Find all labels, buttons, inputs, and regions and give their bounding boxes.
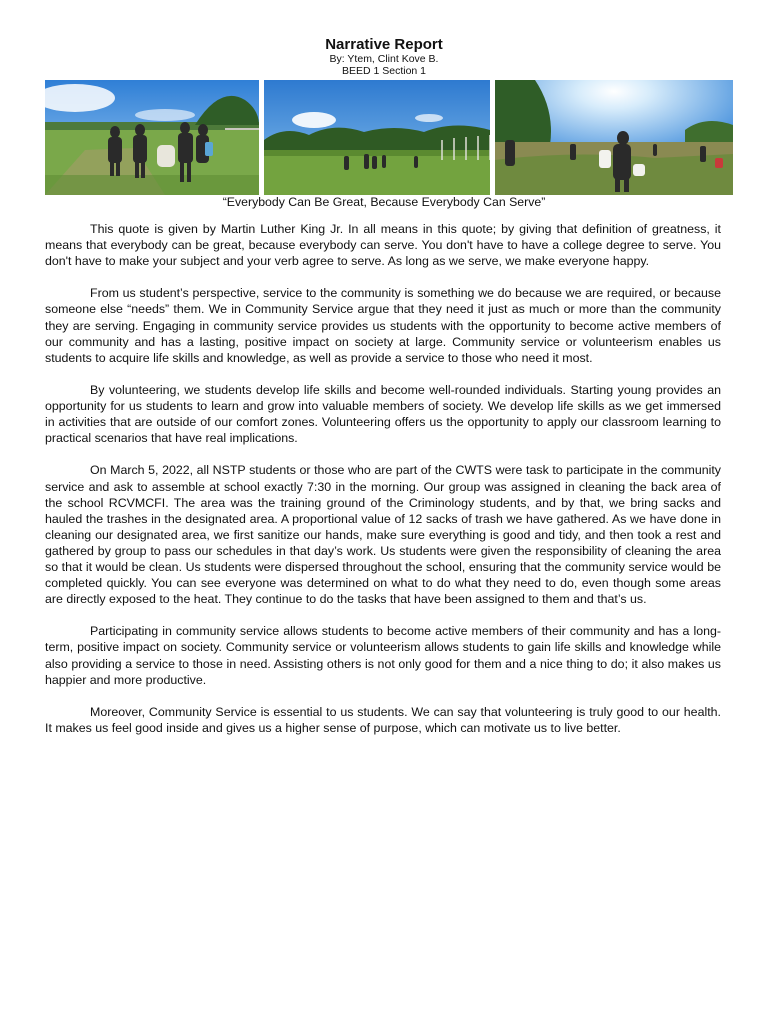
report-body xyxy=(45,221,721,752)
photo-students-walking-field xyxy=(45,80,259,195)
paragraph: This quote is given by Martin Luther King Jr. In all means in this quote; by giving that definition of greatness, it means that everybody can be great, because everybody can serve. You don't have to have a college degree to serve. You don't have to make your subject and your verb agree to serve. As long as we serve, we make everyone happy. xyxy=(45,222,721,269)
paragraph: By volunteering, we students develop life skills and become well-rounded individuals. Starting young provides an opportunity for us students to learn and grow into valuable members of society. We develop life skills as we get immersed in activities that are outside of our comfort zones. Volunteering offers us the opportunity to apply our classroom learning to practical scenarios that have real implications. xyxy=(45,382,721,446)
photo-students-cleaning-area xyxy=(495,80,733,195)
paragraph: Participating in community service allows students to become active members of their community and has a long-term, positive impact on society. Community service or volunteerism allows students to gain life skills and knowledge while also providing a service to those in need. Assisting others is not only good for them and a nice thing to do; it also makes us happier and more productive. xyxy=(45,624,721,687)
section-line: BEED 1 Section 1 xyxy=(341,65,427,77)
photo-students-open-field xyxy=(264,80,490,195)
photo-strip xyxy=(45,80,733,195)
author-line: By: Ytem, Clint Kove B. xyxy=(329,53,439,65)
paragraph: Moreover, Community Service is essential to us students. We can say that volunteering is truly good to our health. It makes us feel good inside and gives us a higher sense of purpose, which can motivate us to live better. xyxy=(45,704,721,735)
paragraph: On March 5, 2022, all NSTP students or those who are part of the CWTS were task to participate in the community service and ask to assemble at school exactly 7:30 in the morning. Our group was assigned in cleaning the back area of the school RCVMCFI. The area was the training ground of the Criminology students, and by that, we bring sacks and hauled the trashes in the designated area. A proportional value of 12 sacks of trash we have gathered. As we have done in cleaning our designated area, we first sanitize our hands, make sure everything is good and tidy, and then took a rest and gathered by group to pass our schedules in that day’s work. Us students were given the responsibility of cleaning the area so that it would be clean. Us students were dispersed throughout the school, ensuring that the community service would be completed quickly. You can see everyone was determined on what to do what they need to do, even though some areas are directly exposed to the heat. They continue to do the tasks that have been assigned to them and that’s us. xyxy=(45,463,721,607)
report-title: Narrative Report xyxy=(325,36,443,53)
paragraph: From us student’s perspective, service to the community is something we do because we are required, or because someone else “needs” them. We in Community Service argue that they need it just as much or more than the community they are serving. Engaging in community service provides us students with the opportunity to become active members of our community and has a lasting, positive impact on society at large. Community service or volunteerism enables us students to acquire life skills and knowledge, as well as provide a service to those who need it most. xyxy=(45,286,721,365)
quote: “Everybody Can Be Great, Because Everybody Can Serve” xyxy=(222,195,546,209)
